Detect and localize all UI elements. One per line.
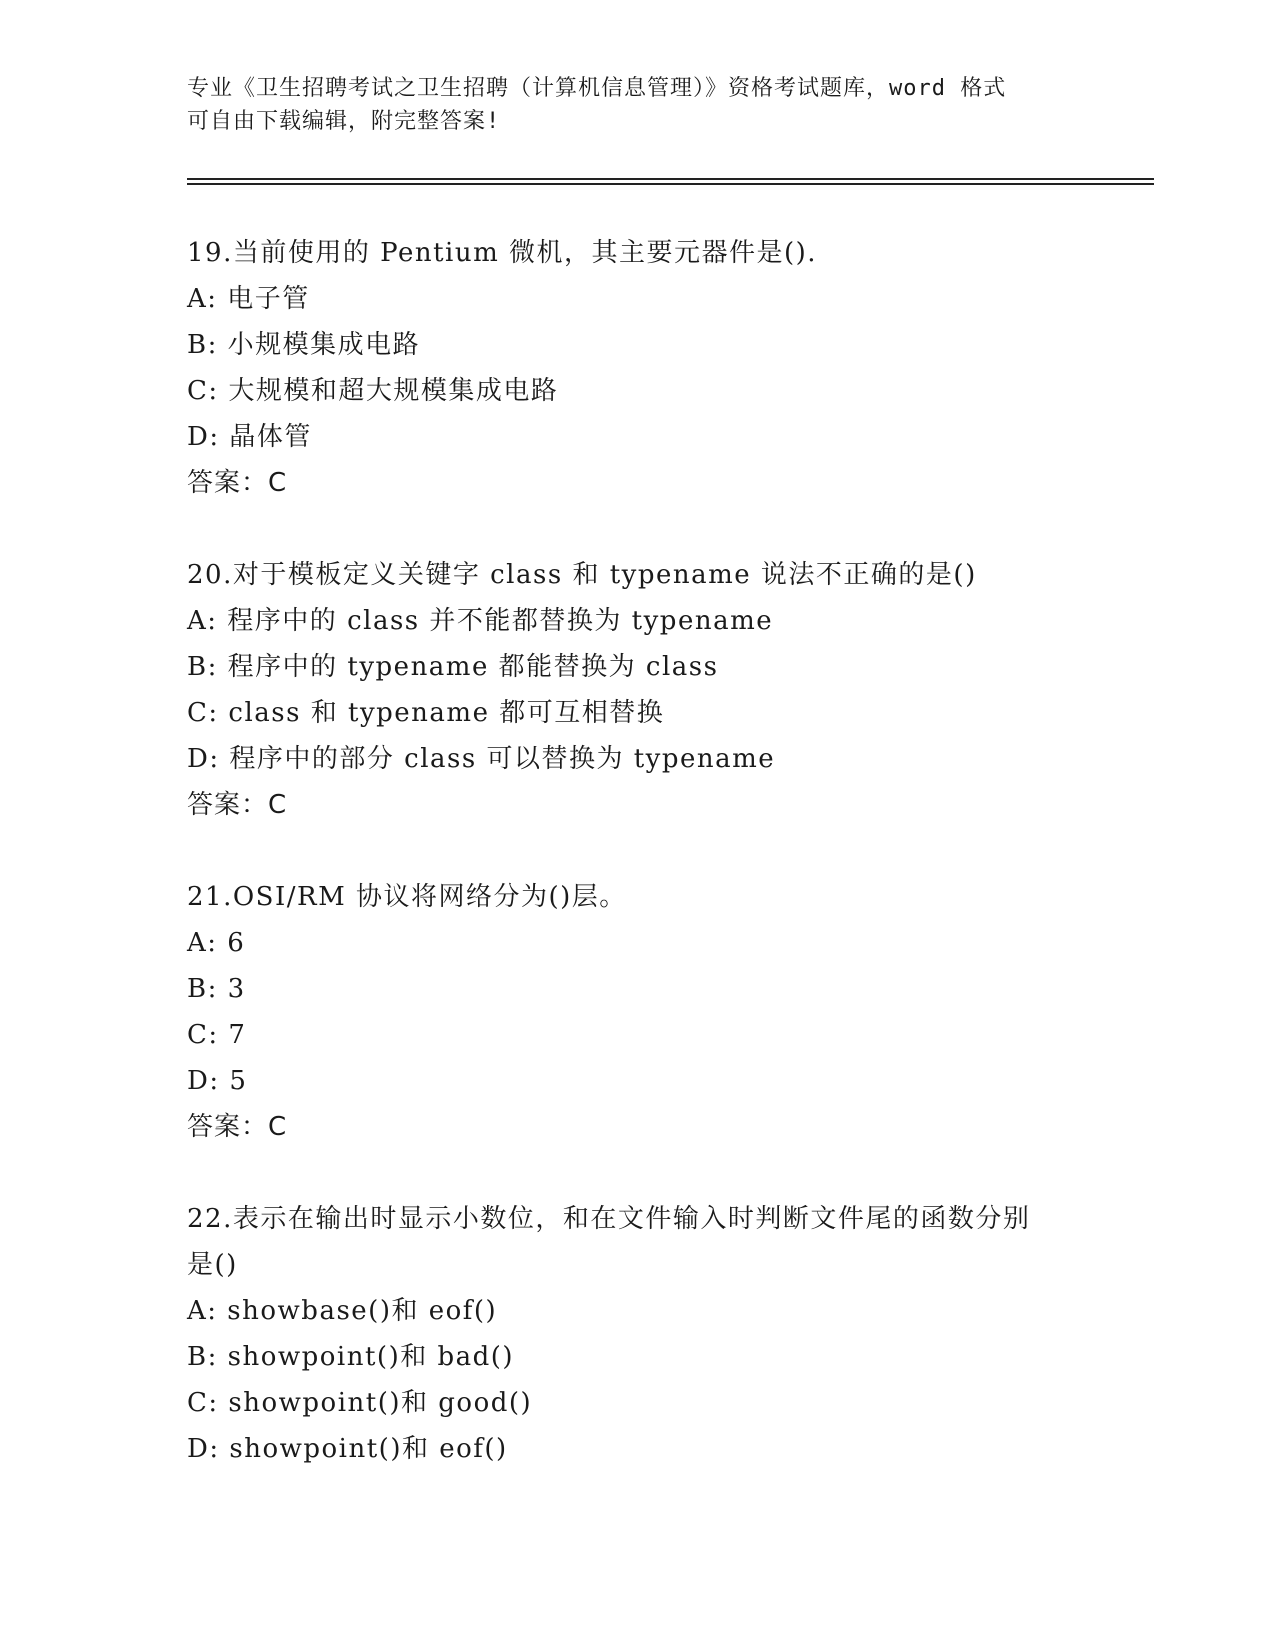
option-c: C: 大规模和超大规模集成电路: [187, 376, 559, 406]
question-list: [187, 230, 1087, 1518]
question-22: [187, 1196, 1087, 1472]
question-20: [187, 552, 1087, 828]
option-a: A: 电子管: [187, 284, 310, 314]
question-stem-line-2: 是(): [187, 1250, 238, 1280]
question-21: [187, 874, 1087, 1150]
header-divider-top: [187, 178, 1154, 180]
answer: 答案：C: [187, 790, 288, 820]
option-d: D: showpoint()和 eof(): [187, 1434, 508, 1464]
option-a: A: 6: [187, 928, 246, 958]
option-b: B: 3: [187, 974, 246, 1004]
option-b: B: 程序中的 typename 都能替换为 class: [187, 652, 719, 682]
option-d: D: 晶体管: [187, 422, 312, 452]
question-stem: 19.当前使用的 Pentium 微机，其主要元器件是().: [187, 238, 818, 268]
option-d: D: 5: [187, 1066, 248, 1096]
option-c: C: 7: [187, 1020, 247, 1050]
document-header: [187, 72, 1067, 138]
option-c: C: showpoint()和 good(): [187, 1388, 533, 1418]
option-b: B: showpoint()和 bad(): [187, 1342, 515, 1372]
header-line-2: 可自由下载编辑，附完整答案!: [187, 109, 501, 134]
question-stem: 21.OSI/RM 协议将网络分为()层。: [187, 882, 627, 912]
answer: 答案：C: [187, 468, 288, 498]
option-c: C: class 和 typename 都可互相替换: [187, 698, 665, 728]
option-d: D: 程序中的部分 class 可以替换为 typename: [187, 744, 776, 774]
header-divider-bottom: [187, 183, 1154, 185]
question-19: [187, 230, 1087, 506]
answer: 答案：C: [187, 1112, 288, 1142]
option-b: B: 小规模集成电路: [187, 330, 421, 360]
option-a: A: 程序中的 class 并不能都替换为 typename: [187, 606, 774, 636]
header-line-1: 专业《卫生招聘考试之卫生招聘（计算机信息管理）》资格考试题库，word 格式: [187, 76, 1007, 101]
question-stem: 20.对于模板定义关键字 class 和 typename 说法不正确的是(): [187, 560, 977, 590]
option-a: A: showbase()和 eof(): [187, 1296, 498, 1326]
question-stem-line-1: 22.表示在输出时显示小数位，和在文件输入时判断文件尾的函数分别: [187, 1204, 1031, 1234]
